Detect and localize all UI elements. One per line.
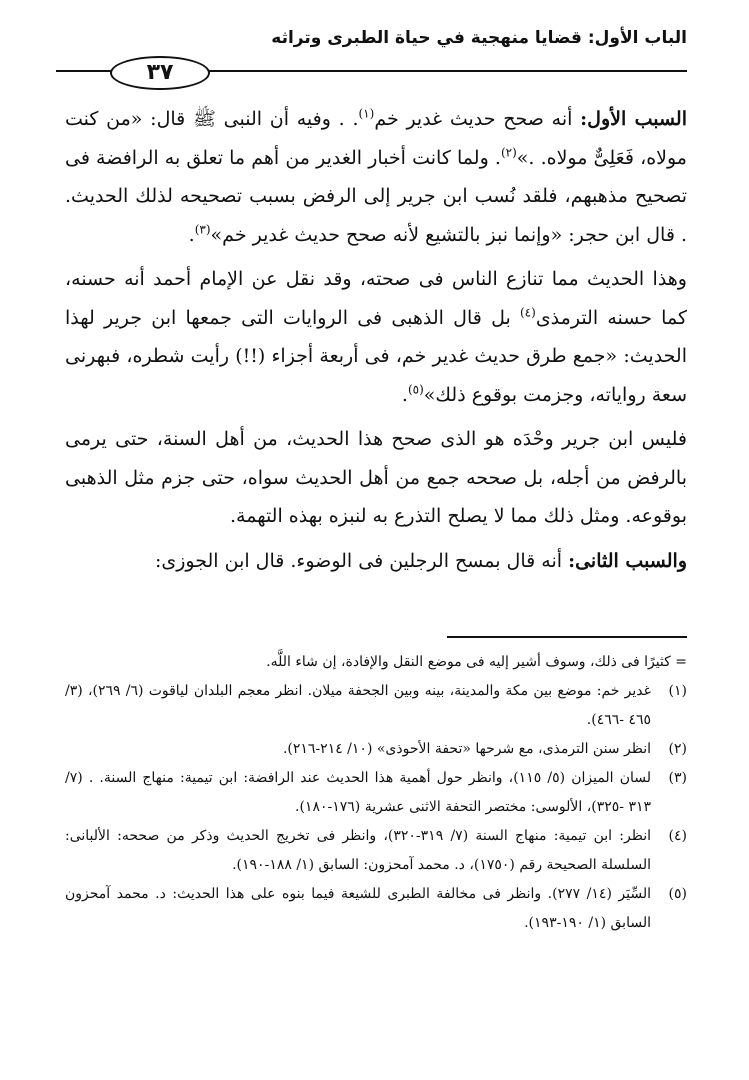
footnote-ref-1: (١) — [358, 106, 375, 121]
page-number-stem — [56, 70, 112, 72]
first-reason-heading: السبب الأول: — [580, 108, 687, 130]
footnote-text: انظر: ابن تيمية: منهاج السنة (٧/ ٣١٩-٣٢٠)، وانظر فى تخريج الحديث وذكر من صححه: الألبانى: السلسلة الصحيحة رقم (١٧٥٠)، د. محمد آمحزون: السابق (١/ ١٨٨-١٩٠). — [65, 828, 651, 873]
paragraph-second-reason — [65, 542, 687, 581]
footnote-number: (١) — [668, 683, 687, 699]
footnote-number: (٢) — [668, 741, 687, 757]
footnotes — [65, 648, 687, 938]
footnote-ref-3: (٣) — [194, 222, 211, 237]
footnote-number: (٥) — [668, 886, 687, 902]
text-span: . ولما كانت أخبار الغدير من أهم ما تعلق به الرافضة فى تصحيح مذهبهم، فلقد نُسب ابن جرير إلى الرفض بسبب تصحيحه لذلك الحديث. . قال ابن حجر: «وإنما نبز بالتشيع لأنه صحح حديث غدير خم» — [65, 146, 687, 246]
footnote-text: انظر سنن الترمذى، مع شرحها «تحفة الأحوذى» (١٠/ ٢١٤-٢١٦). — [282, 741, 651, 757]
footnote-2 — [65, 735, 687, 764]
text-span: أنه صحح حديث غدير خم — [374, 108, 581, 130]
paragraph-hadith-dispute — [65, 260, 687, 414]
footnote-ref-2: (٢) — [500, 145, 517, 160]
page-number: ٣٧ — [110, 56, 210, 90]
text-span: وهذا الحديث مما تنازع الناس فى صحته، وقد نقل عن الإمام أحمد أنه حسنه، كما حسنه الترمذى — [65, 268, 687, 329]
text-span: . — [401, 383, 408, 406]
footnote-1 — [65, 677, 687, 735]
footnote-ref-5: (٥) — [407, 382, 424, 397]
paragraph-conclusion — [65, 420, 687, 536]
footnote-continuation: = كثيرًا فى ذلك، وسوف أشير إليه فى موضع النقل والإفادة، إن شاء اللَّه. — [266, 654, 687, 670]
footnote-3 — [65, 764, 687, 822]
second-reason-heading: والسبب الثانى: — [568, 549, 687, 572]
footnote-4 — [65, 822, 687, 880]
main-text — [65, 100, 687, 586]
footnote-text: السِّيَر (١٤/ ٢٧٧). وانظر فى مخالفة الطبرى للشيعة فيما بنوه على هذا الحديث: د. محمد آمحزون السابق (١/ ١٩٠-١٩٣). — [65, 886, 651, 931]
footnote-number: (٤) — [668, 828, 687, 844]
footnote-text: لسان الميزان (٥/ ١١٥)، وانظر حول أهمية هذا الحديث عند الرافضة: ابن تيمية: منهاج السنة. . (٧/ ٣١٣ -٣٢٥)، الألوسى: مختصر التحفة الاثنى عشرية (١٧٦-١٨٠). — [65, 770, 651, 815]
text-span: أنه قال بمسح الرجلين فى الوضوء. قال ابن الجوزى: — [154, 549, 569, 572]
footnote-number: (٣) — [668, 770, 687, 786]
paragraph-first-reason — [65, 100, 687, 254]
footnote-5 — [65, 880, 687, 938]
header-rule — [195, 70, 687, 72]
text-span: . . وفيه أن النبى ﷺ قال: «من كنت مولاه، فَعَلِىٌّ مولاه. .» — [65, 108, 687, 169]
text-span: بل قال الذهبى فى الروايات التى جمعها ابن جرير لهذا الحديث: «جمع طرق حديث غدير خم، فى أربعة أجزاء (!!) رأيت شطره، فبهرنى سعة رواياته، وجزمت بوقوع ذلك» — [65, 306, 687, 406]
text-span: . — [188, 223, 195, 246]
footnote-separator — [447, 636, 687, 638]
footnote-ref-4: (٤) — [519, 305, 536, 320]
running-title: الباب الأول: قضايا منهجية في حياة الطبرى وتراثه — [271, 28, 687, 48]
text-span: فليس ابن جرير وحْدَه هو الذى صحح هذا الحديث، من أهل السنة، حتى يرمى بالرفض من أجله، بل صححه جمع من أهل الحديث سواه، حتى جزم مثل الذهبى بوقوعه. ومثل ذلك مما لا يصلح التذرع به لنبزه بهذه التهمة. — [65, 428, 687, 527]
footnote-text: غدير خم: موضع بين مكة والمدينة، بينه وبين الجحفة ميلان. انظر معجم البلدان لياقوت (٦/ ٢٦٩)، (٣/ ٤٦٥ -٤٦٦). — [65, 683, 651, 728]
